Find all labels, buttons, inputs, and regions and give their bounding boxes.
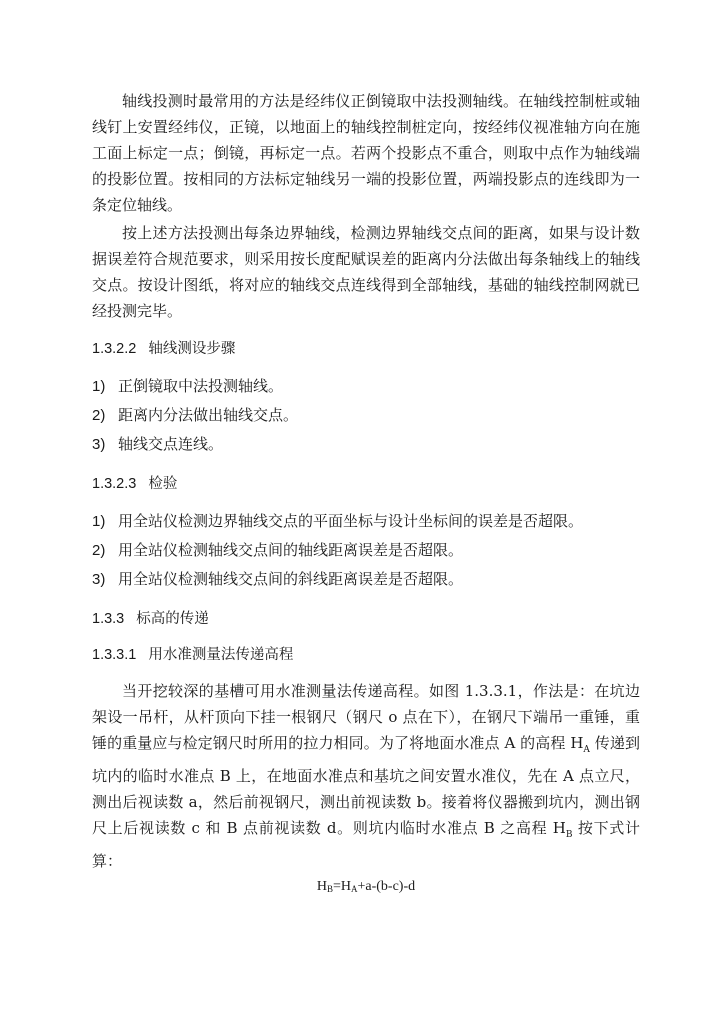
- section-heading-1323: [92, 473, 640, 495]
- section-number: 1.3.2.2: [92, 341, 137, 357]
- elevation-formula: [92, 874, 640, 902]
- list-item: [92, 507, 640, 536]
- list-item-text: 用全站仪检测边界轴线交点的平面坐标与设计坐标间的误差是否超限。: [118, 512, 584, 530]
- intro-paragraph-1: 轴线投测时最常用的方法是经纬仪正倒镜取中法投测轴线。在轴线控制桩或轴线钉上安置经纬仪，正镜，以地面上的轴线控制桩定向，按经纬仪视准轴方向在施工面上标定一点；倒镜，再标定一点。若两个投影点不重合，则取中点作为轴线端的投影位置。按相同的方法标定轴线另一端的投影位置，两端投影点的连线即为一条定位轴线。: [92, 92, 640, 214]
- paragraph-text-part: 按下式计算：: [92, 819, 640, 870]
- document-page: [92, 88, 640, 902]
- list-item: [92, 430, 640, 459]
- paragraph-text-part: 当开挖较深的基槽可用水准测量法传递高程。如图 1.3.3.1，作法是：在坑边架设一吊杆，从杆顶向下挂一根钢尺（钢尺 o 点在下），在钢尺下端吊一重锤，重锤的重量应与检定钢尺时所用的拉力相同。为了将地面水准点 A 的高程 H: [92, 682, 640, 752]
- list-item-text: 正倒镜取中法投测轴线。: [118, 377, 284, 395]
- section-title: 用水准测量法传递高程: [148, 647, 294, 663]
- list-item-text: 距离内分法做出轴线交点。: [118, 406, 299, 424]
- formula-eq: =H: [332, 879, 351, 894]
- subscript: A: [583, 745, 590, 755]
- formula-lhs: H: [316, 879, 327, 894]
- list-marker: 2): [92, 407, 106, 424]
- list-marker: 1): [92, 378, 106, 395]
- paragraph-text-part: 传递到坑内的临时水准点 B 上，在地面水准点和基坑之间安置水准仪，先在 A 点立尺，测出后视读数 a，然后前视钢尺，测出前视读数 b。接着将仪器搬到坑内，测出钢尺上后视读数 c 和 B 点前视读数 d。则坑内临时水准点 B 之高程 H: [92, 734, 640, 837]
- section-number: 1.3.3: [92, 611, 125, 627]
- inspection-list: [92, 507, 640, 594]
- list-item-text: 用全站仪检测轴线交点间的斜线距离误差是否超限。: [118, 570, 464, 588]
- list-marker: 3): [92, 436, 106, 453]
- section-title: 轴线测设步骤: [148, 341, 236, 357]
- list-marker: 1): [92, 513, 106, 530]
- list-item: [92, 565, 640, 594]
- section-heading-133: [92, 608, 640, 630]
- formula-rest: +a-(b-c)-d: [357, 879, 416, 894]
- section-title: 检验: [148, 476, 178, 492]
- section-heading-1331: [92, 644, 640, 666]
- list-item-text: 用全站仪检测轴线交点间的轴线距离误差是否超限。: [118, 541, 464, 559]
- list-item-text: 轴线交点连线。: [118, 435, 224, 453]
- list-item: [92, 401, 640, 430]
- section-number: 1.3.3.1: [92, 647, 137, 663]
- section-number: 1.3.2.3: [92, 476, 137, 492]
- section-heading-1322: [92, 338, 640, 360]
- list-marker: 3): [92, 571, 106, 588]
- steps-list: [92, 372, 640, 459]
- subscript: B: [565, 830, 573, 840]
- list-item: [92, 372, 640, 401]
- intro-paragraph-2: 按上述方法投测出每条边界轴线，检测边界轴线交点间的距离，如果与设计数据误差符合规范要求，则采用按长度配赋误差的距离内分法做出每条轴线上的轴线交点。按设计图纸，将对应的轴线交点连线得到全部轴线，基础的轴线控制网就已经投测完毕。: [92, 224, 640, 320]
- formula-subscript: A: [351, 884, 358, 894]
- section-title: 标高的传递: [136, 611, 209, 627]
- formula-subscript: B: [326, 884, 333, 894]
- list-item: [92, 536, 640, 565]
- leveling-paragraph: [92, 678, 640, 874]
- list-marker: 2): [92, 542, 106, 559]
